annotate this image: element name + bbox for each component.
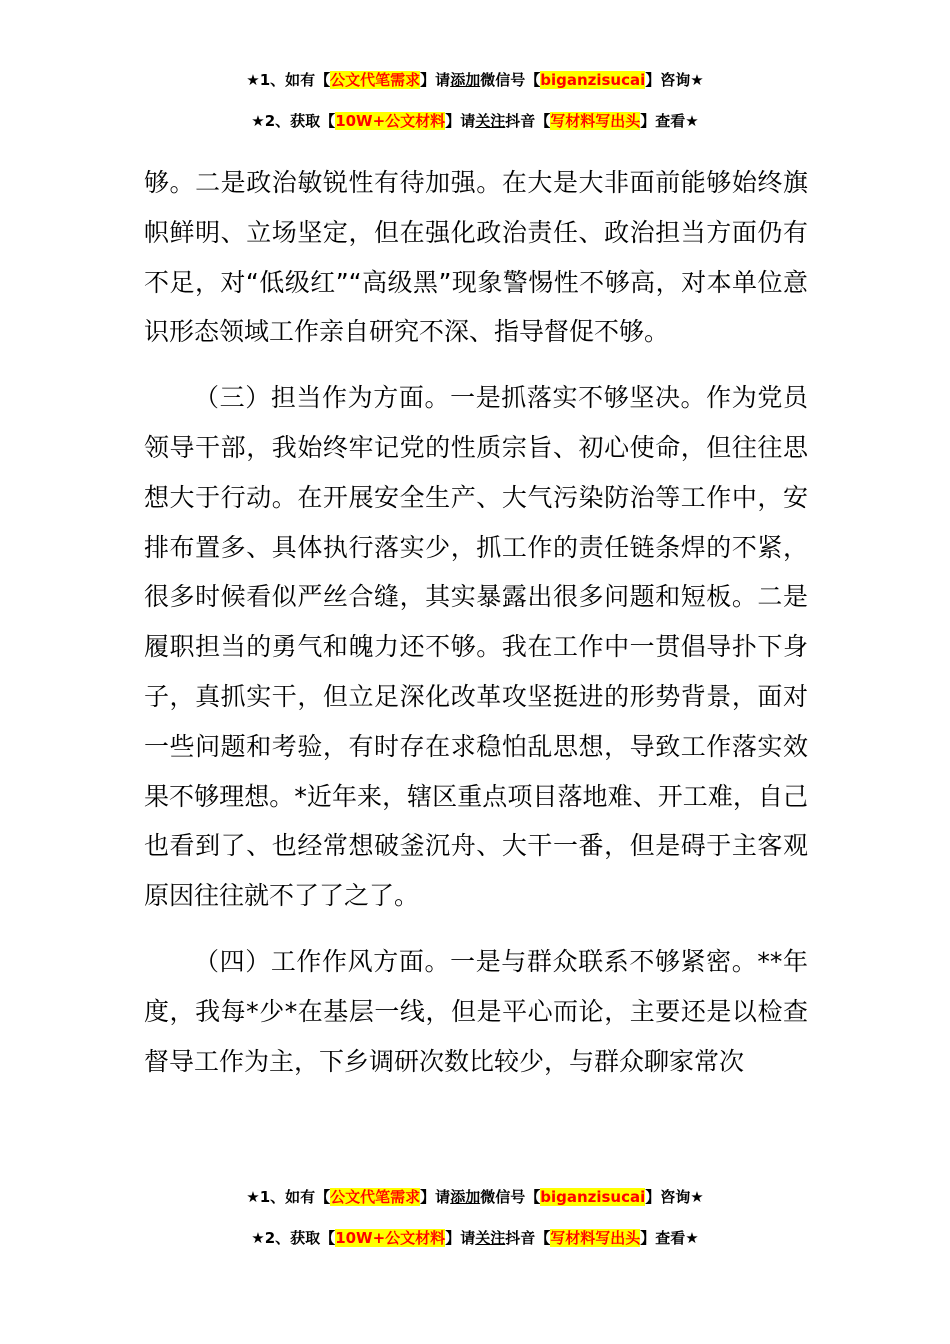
header-ad-line-1: [0, 69, 950, 91]
header-line2-underlined: 关注: [475, 112, 506, 130]
header-line2-prefix: ★2、获取【: [251, 112, 336, 130]
footer-line2-highlight-materials: 10W+公文材料: [335, 1229, 446, 1247]
header-ad-line-2: [0, 110, 950, 132]
footer-line2-highlight-douyin: 写材料写出头: [550, 1229, 641, 1247]
header-line2-mid1: 】请: [445, 112, 476, 130]
footer-line2-underlined: 关注: [475, 1229, 506, 1247]
footer-line2-mid2: 抖音【: [505, 1229, 551, 1247]
footer-line1-highlight-wechat: biganzisucai: [540, 1188, 646, 1206]
footer-line2-prefix: ★2、获取【: [251, 1229, 336, 1247]
header-line1-highlight-wechat: biganzisucai: [540, 71, 646, 89]
paragraph-section-three: （三）担当作为方面。一是抓落实不够坚决。作为党员领导干部，我始终牢记党的性质宗旨、初心使命，但往往思想大于行动。在开展安全生产、大气污染防治等工作中，安排布置多、具体执行落实少，抓工作的责任链条焊的不紧，很多时候看似严丝合缝，其实暴露出很多问题和短板。二是履职担当的勇气和魄力还不够。我在工作中一贯倡导扑下身子，真抓实干，但立足深化改革攻坚挺进的形势背景，面对一些问题和考验，有时存在求稳怕乱思想，导致工作落实效果不够理想。*近年来，辖区重点项目落地难、开工难，自己也看到了、也经常想破釜沉舟、大干一番，但是碍于主客观原因往往就不了了之了。: [144, 383, 808, 911]
header-line1-mid1: 】请: [420, 71, 451, 89]
footer-line1-highlight-service: 公文代笔需求: [330, 1188, 421, 1206]
header-line2-highlight-douyin: 写材料写出头: [550, 112, 641, 130]
header-line1-prefix: ★1、如有【: [246, 71, 331, 89]
header-line2-mid2: 抖音【: [505, 112, 551, 130]
document-body: [144, 158, 808, 1086]
footer-line2-mid1: 】请: [445, 1229, 476, 1247]
paragraph-continuation: 够。二是政治敏锐性有待加强。在大是大非面前能够始终旗帜鲜明、立场坚定，但在强化政治责任、政治担当方面仍有不足，对“低级红”“高级黑”现象警惕性不够高，对本单位意识形态领域工作亲自研究不深、指导督促不够。: [144, 168, 808, 347]
footer-line1-prefix: ★1、如有【: [246, 1188, 331, 1206]
footer-line1-mid1: 】请: [420, 1188, 451, 1206]
header-line2-highlight-materials: 10W+公文材料: [335, 112, 446, 130]
header-line2-suffix: 】查看★: [640, 112, 699, 130]
header-line1-highlight-service: 公文代笔需求: [330, 71, 421, 89]
header-line1-mid2: 微信号【: [480, 71, 541, 89]
header-line1-underlined: 添加: [450, 71, 481, 89]
header-line1-suffix: 】咨询★: [645, 71, 704, 89]
footer-line1-suffix: 】咨询★: [645, 1188, 704, 1206]
footer-ad-line-1: [0, 1186, 950, 1208]
footer-line1-mid2: 微信号【: [480, 1188, 541, 1206]
footer-ad-line-2: [0, 1227, 950, 1249]
footer-line2-suffix: 】查看★: [640, 1229, 699, 1247]
paragraph-section-four: （四）工作作风方面。一是与群众联系不够紧密。**年度，我每*少*在基层一线，但是平心而论，主要还是以检查督导工作为主，下乡调研次数比较少，与群众聊家常次: [144, 946, 808, 1076]
footer-line1-underlined: 添加: [450, 1188, 481, 1206]
